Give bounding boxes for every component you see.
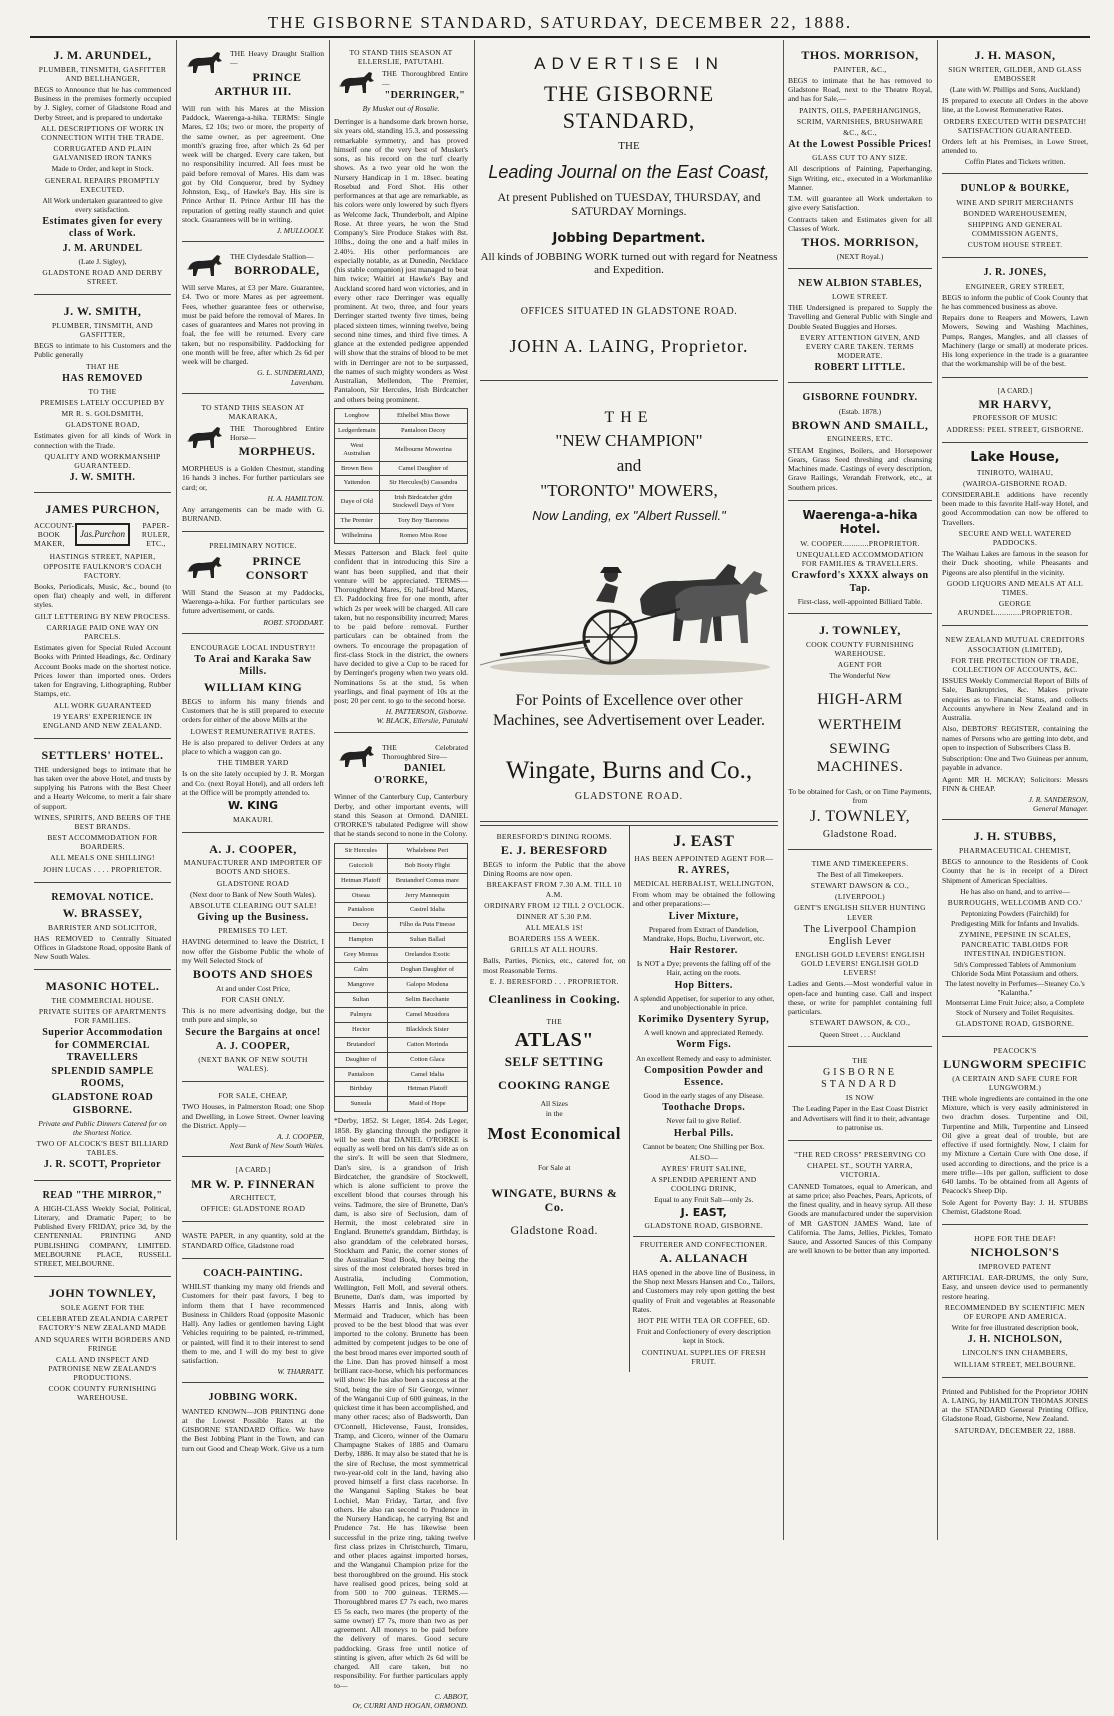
ad-mutual-creditors: NEW ZEALAND MUTUAL CREDITORS ASSOCIATION (LIMITED), FOR THE PROTECTION OF TRADE, COLLECTION OF ACCOUNTS, &C. ISSUES Weekly Commercial Report of Bills of Sale, Bankruptcies, &c. Makes private enquiries as to Financial Status, and collects Accounts anywhere in New Zealand and in Australia. Also, DEBTORS' REGISTER, containing the names of Persons who are getting into debt, and open to inspection of Subscribers Class B. Subscription: One and Two Guineas per annum, payable in advance. Agent: MR H. MCKAY; Solicitors: Messrs FINN & CHEAP. J. R. SANDERSON, General Manager. [942, 629, 1088, 820]
pedigree-row [335, 1097, 468, 1112]
ad-title: GISBORNE STANDARD [821, 1066, 899, 1091]
ad-gisborne-foundry: GISBORNE FOUNDRY. (Estab. 1878.) BROWN AND SMAILL, ENGINEERS, ETC. STEAM Engines, Boilers, and Horsepower Gears, Grass Seed threshing and cleansing Machines made. Castings of every description, Grave Railings, Verandah Fretwork, etc., at Southern prices. [788, 386, 932, 500]
pedigree-cell: Sunsula [335, 1097, 388, 1112]
pedigree-cell: Blacklock Sister [387, 1022, 467, 1037]
ad-mowers: THE "NEW CHAMPION" and "TORONTO" MOWERS, Now Landing, ex "Albert Russell." For Points of Excellence over other Machines, see Advertisement over Leader. Wingate, Burns and Co., GLADSTONE ROAD. [480, 384, 778, 822]
pedigree-cell: Doghan Daughter of [387, 963, 467, 978]
pedigree-cell: Galopo Modena [387, 978, 467, 993]
ad-waste-paper: WASTE PAPER, in any quantity, sold at the STANDARD Office, Gladstone road [182, 1225, 324, 1259]
ad-title: J. H. STUBBS, [973, 829, 1057, 844]
ad-title: J. EAST [673, 833, 735, 851]
ad-title: J. M. ARUNDEL, [53, 48, 152, 62]
pedigree-cell: Grey Momus [335, 948, 388, 963]
ad-prince-consort: PRELIMINARY NOTICE. PRINCE CONSORT Will Stand the Season at my Paddocks, Waerenga-a-hika. For further particulars see future advertisement, or cards. ROBT. STODDART. [182, 535, 324, 633]
ad-title: COACH-PAINTING. [203, 1267, 303, 1279]
ad-mirror: READ "THE MIRROR," A HIGH-CLASS Weekly Social, Political, Literary, and Dramatic Paper; to be Published Every FRIDAY, price 3d, by the CENTENNIAL PRINTING AND PUBLISHING COMPANY, LIMITED. MELBOURNE PLACE, RUSSELL STREET, MELBOURNE. [34, 1184, 171, 1278]
ad-daniel-ororke: THE Celebrated Thoroughbred Sire— DANIEL O'RORKE, Winner of the Canterbury Cup, Canterbury Derby, and other important events, will stand this Season at Ormond. DANIEL O'RORKE'S tabulated Pedigree will show that he stands second to none in the Colony. Sir Hercules Whalebone Peri Guiccioli Bob Booty Flight Hetman Platoff Brutandorf Comus mare Oiseau Jerry Mannequin Pantaloon Castrel Idalia Decoy Filho da Puta Finesse Hampton Sultan Ballad Grey Momus Orelandos Exotic Calm Doghan Daughter of Mangrove Galopo Modena Sultan Selim Bacchante Palmyra Camel Musidora Hector Blacklock Sister Brutandorf Catton Morinda Daughter of Cotton Glaca Pantaloon Camel Idalia Birthday Hetman Platoff Sunsula Maid of Hope *Derby, 1852. St Leger, 1854. 2ds Leger, 1858. By glancing through the pedigree it will be seen that DANIEL O'RORKE is equally as well bred on his dam's side as on the sire's. It will be seen that Sledmere, Dan's sire, is a grandson of Irish Birdcatcher, the grandsire of Stockwell, which is alone sufficient to prove the excellent blood that courses through his veins. Tadmore, the sire of Brunette, Dan's dam, is also sire of Seclusion, dam of Hermit, the most celebrated sire in England. Brunette's granddam, Birthday, is also granddam of the celebrated horses, Stockham and Panic, the corner stones of the Australian Stud Book, they being the sires of the most celebrated horses bred in Australia, including Commotion, Wellington, Fell Moll, and several others. Brunette, Dan's dam, was imported by Messrs Harris and Innis, along with Mermaid and Traducer, which has been proved to be the best blood that was ever imported to the colony. Brunette has been admitted by competent judges to be one of the best brood mares ever imported south of the Line. Dan has proved himself a most brilliant race-horse, which his performances will show: He has also been a success at the Stud, being the sire of Sir George, winner of the Wanganui Cup of 600 guineas, in the quickest time it has been accomplished, and many other races; also of Badsworth, Dan O'Connell, Hiclevense, Faust, Ironsides, Tramp, and Cicero, winner of the Oamaru Champagne Stakes of 1885 and Oamaru Derby, 1886. It may also be stated that he is the sire of Recluse, the most symmetrical two-year-old colt in the land, having also proved himself a first class racehorse. In the Wanganui Sapling Stakes he beat Lochiel, Man Friday, Tartar, and five others. He also ran second to Prudence in the Nursery Handicap, he carrying 8st and Prudence 7st. He has likewise been successful in the prize ring, taking twelve first class prizes in Christchurch, Timaru, and other places against imported horses, and the Wanganui Champion prize for the best thoroughbred on the ground. His stock have realised good prices, being sold at from 500 to 700 guineas. TERMS.—Thoroughbred mares £7 7s each, two mares £5 5s each, two mares (the property of the same owner) £7 7s, more than two as per agreement. All moneys to be paid before the delivery of mares. Good secure paddocking. Grass free until notice of stinting is given, after which 2s 6d will be charged. All care taken, but no responsibility. For further particulars apply to— C. ABBOT, Or, CURRI AND HOGAN, ORMOND. [334, 742, 468, 1710]
ad-title: BORRODALE, [234, 263, 320, 278]
masthead: THE GISBORNE STANDARD, SATURDAY, DECEMBER 22, 1888. [30, 10, 1090, 38]
ad-jobbing-work: JOBBING WORK. WANTED KNOWN—JOB PRINTING done at the Lowest Possible Rates at the GISBORNE STANDARD Office. We have the Best Jobbing Plant in the Town, and can turn out Good and Cheap Work. Give us a turn [182, 1392, 324, 1453]
pedigree-cell: Jerry Mannequin [387, 888, 467, 903]
pedigree-row [335, 858, 468, 873]
pedigree-cell: Catton Morinda [387, 1037, 467, 1052]
ad-purchon: JAMES PURCHON, ACCOUNT-BOOK MAKER, Jas.Purchon PAPER-RULER, ETC., HASTINGS STREET, NAPIER, OPPOSITE FAULKNOR'S COACH FACTORY. Books, Periodicals, Music, &c., bound (to open flat) cheaply and well, in different styles. GILT LETTERING BY NEW PROCESS. CARRIAGE PAID ONE WAY ON PARCELS. Estimates given for Special Ruled Account Books with Printed Headings, &c. Ordinary Account Books made on the shortest notice. Prices lower than imported ones. Orders taken for Engraving, Lithographing, Rubber Stamps, etc. ALL WORK GUARANTEED 19 YEARS' EXPERIENCE IN ENGLAND AND NEW ZEALAND. [34, 496, 171, 739]
ad-title: LUNGWORM SPECIFIC [943, 1056, 1087, 1071]
pedigree-cell: Irish Birdcatcher g'dre Stockwell Days of Yore [379, 491, 467, 514]
ad-title: PRINCE ARTHUR III. [214, 69, 302, 99]
column-2 [178, 40, 328, 1540]
column-4-lower [480, 825, 778, 1372]
pedigree-row [335, 1007, 468, 1022]
ad-east: J. EAST HAS BEEN APPOINTED AGENT FOR— R. AYRES, MEDICAL HERBALIST, WELLINGTON, From whom may be obtained the following and other preparations:— Liver Mixture, Prepared from Extract of Dandelion, Mandrake, Hops, Buchu, Liverwort, etc. Hair Restorer. Is NOT a Dye; prevents the falling off of the Hair, acting on the roots. Hop Bitters. A splendid Appetiser, for superior to any other, and unobjectionable in price. Korimiko Dysentery Syrup, A well known and appreciated Remedy. Worm Figs. An excellent Remedy and easy to administer. Composition Powder and Essence. Good in the early stages of any Disease. Toothache Drops. Never fail to give Relief. Herbal Pills. Cannot be beaten; One Shilling per Box. ALSO— AYRES' FRUIT SALINE, A SPLENDID APERIENT AND COOLING DRINK, Equal to any Fruit Salt—only 2s. J. EAST, GLADSTONE ROAD, GISBORNE. FRUITERER AND CONFECTIONER. A. ALLANACH HAS opened in the above line of Business, in the Shop next Messrs Hansen and Co., Tailors, and Customers may rely upon getting the best quality of Fruit and vegetables at Reasonable Rates. HOT PIE WITH TEA OR COFFEE, 6D. Fruit and Confectionery of every description kept in Stock. CONTINUAL SUPPLIES OF FRESH FRUIT. [632, 833, 775, 1366]
pedigree-cell: Hetman Platoff [387, 1082, 467, 1097]
pedigree-table [334, 843, 468, 1113]
pedigree-cell: Camel Daughter of [379, 461, 467, 476]
ad-masonic-hotel: MASONIC HOTEL. THE COMMERCIAL HOUSE. PRIVATE SUITES OF APARTMENTS FOR FAMILIES. Superior Accommodation for COMMERCIAL TRAVELLERS SPLENDID SAMPLE ROOMS, GLADSTONE ROAD GISBORNE. Private and Public Dinners Catered for on the Shortest Notice. TWO OF ALCOCK'S BEST BILLIARD TABLES. J. R. SCOTT, Proprietor [34, 973, 171, 1180]
ad-title: J. R. JONES, [983, 267, 1047, 279]
pedigree-cell: Cotton Glaca [387, 1052, 467, 1067]
pedigree-cell: Brutandorf Comus mare [387, 873, 467, 888]
ad-mason: J. H. MASON, SIGN WRITER, GILDER, AND GLASS EMBOSSER (Late with W. Phillips and Sons, Auckland) IS prepared to execute all Orders in the above line, at the Lowest Remunerative Rates. ORDERS EXECUTED WITH DESPATCH! SATISFACTION GUARANTEED. Orders left at his Premises, in Lowe Street, attended to. Coffin Plates and Tickets written. [942, 42, 1088, 174]
ad-title: SETTLERS' HOTEL. [41, 747, 164, 762]
ad-title: THOS. MORRISON, [801, 48, 919, 62]
ad-jones: J. R. JONES, ENGINEER, GREY STREET, BEGS to inform the public of Cook County that he has commenced business as above. Repairs done to Reapers and Mowers, Lawn Mowers, Sewing and Washing Machines, Pumps, Ranges, Mangles, and all classes of Machinery (large or small) at moderate prices. His long experience in the trade is a guarantee that the workmanship will be of the best. [942, 261, 1088, 377]
pedigree-row [335, 843, 468, 858]
ad-dunlop-bourke: DUNLOP & BOURKE, WINE AND SPIRIT MERCHANTS BONDED WAREHOUSEMEN, SHIPPING AND GENERAL COMMISSION AGENTS, CUSTOM HOUSE STREET. [942, 177, 1088, 258]
column-1 [30, 40, 175, 1540]
pedigree-cell: The Premier [335, 514, 380, 529]
pedigree-cell: Pantaloon [335, 903, 388, 918]
ad-title: WILLIAM KING [203, 680, 303, 695]
pedigree-cell: Melbourne Mowerina [379, 438, 467, 461]
pedigree-row [335, 1082, 468, 1097]
ad-finneran: [A CARD.] MR W. P. FINNERAN ARCHITECT, OFFICE: GLADSTONE ROAD [182, 1160, 324, 1222]
column-6 [938, 40, 1092, 1540]
pedigree-cell: Sultan Ballad [387, 933, 467, 948]
pedigree-row [335, 1067, 468, 1082]
pedigree-row [335, 476, 468, 491]
ad-advertise-in-standard: ADVERTISE IN THE GISBORNE STANDARD, THE Leading Journal on the East Coast, At present Published on TUESDAY, THURSDAY, and SATURDAY Mornings. Jobbing Department. All kinds of JOBBING WORK turned out with regard for Neatness and Expedition. OFFICES SITUATED IN GLADSTONE ROAD. JOHN A. LAING, Proprietor. [480, 42, 778, 381]
ad-title: PRINCE CONSORT [245, 553, 309, 583]
ad-waerenga-hotel: Waerenga-a-hika Hotel. W. COOPER............PROPRIETOR. UNEQUALLED ACCOMMODATION FOR FAMILIES & TRAVELLERS. Crawford's XXXX always on Tap. First-class, well-appointed Billiard Table. [788, 504, 932, 614]
pedigree-cell: Selim Bacchante [387, 992, 467, 1007]
ad-stewart-dawson: TIME AND TIMEKEEPERS. The Best of all Timekeepers. STEWART DAWSON & CO., (LIVERPOOL) GENT'S ENGLISH SILVER HUNTING LEVER The Liverpool Champion English Lever ENGLISH GOLD LEVERS! ENGLISH GOLD LEVERS! ENGLISH GOLD LEVERS! Ladies and Gents.—Most wonderful value in open-face and hunting case. Call and inspect these, or write for pamphlet containing full particulars. STEWART DAWSON, & CO., Queen Street . . . Auckland [788, 853, 932, 1047]
ad-for-sale: FOR SALE, CHEAP, TWO Houses, in Palmerston Road; one Shop and Dwelling, in Lowe Street. Owner leaving the District. Apply— A. J. COOPER, Next Bank of New South Wales. [182, 1085, 324, 1157]
pedigree-row [335, 514, 468, 529]
ad-townley-carpets: JOHN TOWNLEY, SOLE AGENT FOR THE CELEBRATED ZEALANDIA CARPET FACTORY'S NEW ZEALAND MADE AND SQUARES WITH BORDERS AND FRINGE CALL AND INSPECT AND PATRONISE NEW ZEALAND'S PRODUCTIONS. COOK COUNTY FURNISHING WAREHOUSE. [34, 1286, 171, 1403]
pedigree-row [335, 408, 468, 423]
ad-brassey: REMOVAL NOTICE. W. BRASSEY, BARRISTER AND SOLICITOR, HAS REMOVED to Centrally Situated Offices in Gladstone Road, opposite Bank of New South Wales. [34, 886, 171, 971]
pedigree-cell: Birthday [335, 1082, 388, 1097]
ad-title: GISBORNE FOUNDRY. [802, 392, 918, 404]
column-rule [176, 40, 177, 1540]
ad-title: Waerenga-a-hika Hotel. [802, 507, 918, 537]
pedigree-row [335, 529, 468, 544]
pedigree-cell: Brutandorf [335, 1037, 388, 1052]
pedigree-cell: Daughter of [335, 1052, 388, 1067]
ad-title: "NEW CHAMPION" [555, 431, 703, 451]
ad-title: Lake House, [970, 449, 1060, 465]
pedigree-cell: West Australian [335, 438, 380, 461]
pedigree-row [335, 992, 468, 1007]
ad-lake-house: Lake House, TINIROTO, WAIHAU, (WAIROA-GISBORNE ROAD. CONSIDERABLE additions have recently been made to this favorite Half-way Hotel, and good Accommodation can now be offered to Travellers. SECURE AND WELL WATERED PADDOCKS. The Waihau Lakes are famous in the season for their Duck shooting, while Pheasants and Pigeons are also plentiful in the vicinity. GOOD LIQUORS AND MEALS AT ALL TIMES. GEORGE ARUNDEL............PROPRIETOR. [942, 446, 1088, 627]
ad-william-king: ENCOURAGE LOCAL INDUSTRY!! To Arai and Karaka Saw Mills. WILLIAM KING BEGS to inform his many friends and Customers that he is still prepared to execute orders for either of the above Mills at the LOWEST REMUNERATIVE RATES. He is also prepared to deliver Orders at any place to which a waggon can go. THE TIMBER YARD Is on the site lately occupied by J. R. Morgan and Co. (next Royal Hotel), and all orders left at the Office will be promptly attended to. W. KING MAKAURI. [182, 637, 324, 833]
ad-red-cross: "THE RED CROSS" PRESERVING CO CHAPEL ST., SOUTH YARRA, VICTORIA. CANNED Tomatoes, equal to American, and at same price; also Peaches, Pears, Apricots, of the finest quality, and in heavy syrup. All these Goods are manufactured under the supervision of MR GASTON JAMES Wand, late of California. The Jams, Jellies, Pickles, Tomato Sauce, and Assorted Sauces of this Company are well known to be better than any imported. [788, 1150, 932, 1256]
pedigree-cell: Longbow [335, 408, 380, 423]
ad-title: READ "THE MIRROR," [42, 1189, 163, 1201]
pedigree-cell: Guiccioli [335, 858, 388, 873]
ad-title: J. H. MASON, [974, 48, 1056, 62]
pedigree-cell: Pantaloon [335, 1067, 388, 1082]
ad-coach-painting: COACH-PAINTING. WHILST thanking my many old friends and Customers for their past favors, I beg to inform them that I have recommenced Business in Childers Road (opposite Masonic Hall). Any ladies or gentlemen having Light Vehicles requiring to be painted, re-trimmed, or painted, will find it to their interest to send them to me, and I will do my best to give satisfaction. W. THARRATT. [182, 1262, 324, 1384]
pedigree-row [335, 423, 468, 438]
ad-morrison: THOS. MORRISON, PAINTER, &C., BEGS to intimate that he has removed to Gladstone Road, next to the Theatre Royal, and has for Sale,— PAINTS, OILS, PAPERHANGINGS, SCRIM, VARNISHES, BRUSHWARE &C., &C., At the Lowest Possible Prices! GLASS CUT TO ANY SIZE. All descriptions of Painting, Paperhanging, Sign Writing, etc., executed in a Workmanlike Manner. T.M. will guarantee all Work undertaken to give every Satisfaction. Contracts taken and Estimates given for all Classes of Work. THOS. MORRISON, (NEXT Royal.) [788, 42, 932, 269]
pedigree-cell: Camel Musidora [387, 1007, 467, 1022]
pedigree-row [335, 888, 468, 903]
pedigree-cell: Daye of Old [335, 491, 380, 514]
ad-title: JAMES PURCHON, [45, 502, 160, 517]
pedigree-row [335, 903, 468, 918]
horse-icon [334, 69, 378, 95]
ad-arundel: J. M. ARUNDEL, PLUMBER, TINSMITH, GASFITTER AND BELLHANGER, BEGS to Announce that he has commenced Business in the premises formerly occupied by J. Sigley, corner of Gladstone Road and Derby Street, and is prepared to undertake ALL DESCRIPTIONS OF WORK IN CONNECTION WITH THE TRADE. CORRUGATED AND PLAIN GALVANISED IRON TANKS Made to Order, and kept in Stock. GENERAL REPAIRS PROMPTLY EXECUTED. All Work undertaken guaranteed to give every satisfaction. Estimates given for every class of Work. J. M. ARUNDEL (Late J. Sigley), GLADSTONE ROAD AND DERBY STREET. [34, 42, 171, 295]
pedigree-cell: Mangrove [335, 978, 388, 993]
ad-title: MR W. P. FINNERAN [191, 1176, 315, 1191]
ad-harvy: [A CARD.] MR HARVY, PROFESSOR OF MUSIC ADDRESS: PEEL STREET, GISBORNE. [942, 381, 1088, 443]
ad-title: J. W. SMITH, [63, 304, 142, 319]
ad-title: "THE RED CROSS" PRESERVING CO [794, 1150, 926, 1160]
ad-prince-arthur: THE Heavy Draught Stallion— PRINCE ARTHUR III. Will run with his Mares at the Mission Paddock, Waerenga-a-hika. TERMS: Single Mares, £2 10s; two or more, the property of the same owner, as per agreement. One month's grazing free, after which 2s 6d per week will be charged. Every care taken, but no responsibility incurred. All fees must be paid before removal of Mares. His dam was got by Old Conqueror, bred by Sydney Johnston, Esq., of Hawke's Bay. His sire is Prince Arthur II. Prince Arthur III has the reputation of getting really staunch and quiet stock. Guarantees will be in writing. J. MULLOOLY. [182, 42, 324, 242]
pedigree-row [335, 461, 468, 476]
pedigree-cell: Ethelbel Miss Bowe [379, 408, 467, 423]
ad-title: E. J. BERESFORD [500, 843, 608, 858]
pedigree-cell: Romeo Miss Rose [379, 529, 467, 544]
pedigree-cell: Hampton [335, 933, 388, 948]
pedigree-cell: Castrel Idalia [387, 903, 467, 918]
ad-stubbs: J. H. STUBBS, PHARMACEUTICAL CHEMIST, BEGS to announce to the Residents of Cook County that he is in receipt of a Direct Shipment of American Specialties. He has also on hand, and to arrive— BURROUGHS, WELLCOMB AND CO.' Peptonizing Powders (Fairchild) for Predigesting Milk for Infants and Invalids. ZYMINE, PEPSINE IN SCALES, PANCREATIC TABLOIDS FOR INTESTINAL INDIGESTION. 5th's Compressed Tablets of Ammonium Chloride Soda Mint Potassium and others. The latest novelty in Perfumes—Steaney Co.'s "Kalantha." Montserrat Lime Fruit Juice; also, a Complete Stock of Nursery and Toilet Requisites. GLADSTONE ROAD, GISBORNE. [942, 823, 1088, 1036]
pedigree-cell: Orelandos Exotic [387, 948, 467, 963]
pedigree-cell: Oiseau [335, 888, 388, 903]
purchon-logo: Jas.Purchon [75, 523, 130, 546]
ad-title: MORPHEUS. [238, 444, 316, 459]
ad-title: NICHOLSON'S [970, 1245, 1060, 1260]
imprint: Printed and Published for the Proprietor JOHN A. LAING, by HAMILTON THOMAS JONES at the STANDARD General Printing Office, Gladstone Road, Gisborne, New Zealand. SATURDAY, DECEMBER 22, 1888. [942, 1386, 1088, 1435]
ad-cooper: A. J. COOPER, MANUFACTURER AND IMPORTER OF BOOTS AND SHOES. GLADSTONE ROAD (Next door to Bank of New South Wales). ABSOLUTE CLEARING OUT SALE! Giving up the Business. PREMISES TO LET. HAVING determined to leave the District, I now offer the Gisborne Public the whole of my Well Selected Stock of BOOTS AND SHOES At and under Cost Price, FOR CASH ONLY. This is no mere advertising dodge, but the truth pure and simple, so Secure the Bargains at once! A. J. COOPER, (NEXT BANK OF NEW SOUTH WALES). [182, 836, 324, 1082]
ad-albion-stables: NEW ALBION STABLES, LOWE STREET. THE Undersigned is prepared to Supply the Travelling and General Public with Single and Double Seated Buggies and Horses. EVERY ATTENTION GIVEN, AND EVERY CARE TAKEN. TERMS MODERATE. ROBERT LITTLE. [788, 272, 932, 384]
horse-icon [182, 252, 226, 278]
pedigree-cell: Camel Idalia [387, 1067, 467, 1082]
ad-title: MR HARVY, [978, 396, 1052, 411]
ad-title: "DERRINGER," [384, 89, 466, 101]
pedigree-row [335, 438, 468, 461]
pedigree-row [335, 491, 468, 514]
pedigree-cell: Hector [335, 1022, 388, 1037]
column-5 [784, 40, 936, 1540]
pedigree-cell: Bob Booty Flight [387, 858, 467, 873]
column-3 [330, 40, 472, 1710]
pedigree-cell: Wilhelmina [335, 529, 380, 544]
pedigree-row [335, 918, 468, 933]
ad-title: NEW ZEALAND MUTUAL CREDITORS ASSOCIATION (LIMITED), [945, 635, 1085, 654]
pedigree-cell: Sir Hercules(b) Cassandra [379, 476, 467, 491]
ad-title: W. BRASSEY, [62, 905, 143, 920]
ad-morpheus: TO STAND THIS SEASON AT MAKARAKA, THE Thoroughbred Entire Horse— MORPHEUS. MORPHEUS is a Golden Chestnut, standing 16 hands 3 inches. For further particulars see card; or, H. A. HAMILTON. Any arrangements can be made with G. BURNAND. [182, 397, 324, 533]
ad-title: MASONIC HOTEL. [45, 979, 160, 994]
pedigree-cell: Decoy [335, 918, 388, 933]
pedigree-cell: Sultan [335, 992, 388, 1007]
pedigree-cell: Maid of Hope [387, 1097, 467, 1112]
ad-title: DUNLOP & BOURKE, [960, 183, 1070, 195]
ad-nicholson: HOPE FOR THE DEAF! NICHOLSON'S IMPROVED PATENT ARTIFICIAL EAR-DRUMS, the only Sure, Easy, and unseen device used to permanently restore hearing. RECOMMENDED BY SCIENTIFIC MEN OF EUROPE AND AMERICA. Write for free illustrated description book, J. H. NICHOLSON, LINCOLN'S INN CHAMBERS, WILLIAM STREET, MELBOURNE. [942, 1228, 1088, 1378]
pedigree-cell: Ledgerdemain [335, 423, 380, 438]
pedigree-row [335, 933, 468, 948]
mower-illustration [480, 529, 780, 679]
horse-icon [182, 424, 226, 450]
ad-title: NEW ALBION STABLES, [798, 277, 922, 289]
pedigree-cell: Filho da Puta Finesse [387, 918, 467, 933]
pedigree-cell: Pantaloon Decoy [379, 423, 467, 438]
pedigree-cell: Yattendon [335, 476, 380, 491]
ad-townley-sewing: J. TOWNLEY, COOK COUNTY FURNISHING WAREHOUSE. AGENT FOR The Wonderful New HIGH-ARM WERTHEIM SEWING MACHINES. To be obtained for Cash, or on Time Payments, from J. TOWNLEY, Gladstone Road. [788, 617, 932, 850]
column-4 [476, 40, 782, 1540]
pedigree-table [334, 408, 468, 544]
ad-borrodale: THE Clydesdale Stallion— BORRODALE, Will serve Mares, at £3 per Mare. Guarantee, £4. Two or more Mares as per agreement. Fees, whether guarantee fees or otherwise, must be paid before the removal of Mares. In cases of guarantees and Mares not proving in foal, the fee will be returned. Every care taken, but no responsibility. Paddocking for one month will be free, after which 2s 6d per week will be charged. G. L. SUNDERLAND, Lavenham. [182, 245, 324, 394]
column-rule [474, 40, 475, 1540]
pedigree-row [335, 978, 468, 993]
horse-icon [334, 743, 378, 769]
pedigree-cell: Calm [335, 963, 388, 978]
pedigree-row [335, 1037, 468, 1052]
ad-beresford: BERESFORD'S DINING ROOMS. E. J. BERESFORD BEGS to inform the Public that the above Dining Rooms are now open. BREAKFAST FROM 7.30 A.M. TILL 10 A.M. ORDINARY FROM 12 TILL 2 O'CLOCK. DINNER AT 5.30 P.M. ALL MEALS 1S! BOARDERS 15S A WEEK. GRILLS AT ALL HOURS. Balls, Parties, Picnics, etc., catered for, on most Reasonable Terms. E. J. BERESFORD . . . PROPRIETOR. Cleanliness in Cooking. THE ATLAS" SELF SETTING COOKING RANGE All Sizes in the Most Economical For Sale at WINGATE, BURNS & Co. Gladstone Road. [480, 826, 630, 1372]
horse-icon [182, 49, 226, 75]
ad-smith: J. W. SMITH, PLUMBER, TINSMITH, AND GASFITTER, BEGS to intimate to his Customers and the Public generally THAT HE HAS REMOVED TO THE PREMISES LATELY OCCUPIED BY MR R. S. GOLDSMITH, GLADSTONE ROAD, Estimates given for all kinds of Work in connection with the Trade. QUALITY AND WORKMANSHIP GUARANTEED. J. W. SMITH. [34, 298, 171, 493]
pedigree-cell: Whalebone Peri [387, 843, 467, 858]
ad-title: J. TOWNLEY, [819, 623, 901, 637]
pedigree-cell: Palmyra [335, 1007, 388, 1022]
ad-lungworm: PEACOCK'S LUNGWORM SPECIFIC (A CERTAIN AND SAFE CURE FOR LUNGWORM.) THE whole ingredients are contained in the one Mixture, which is very easily administered in two drachm doses. Turpentine and Oil, Turpentine and Milk, Turpentine and Linseed Oil give a great deal of trouble, but are effective if used fortnightly. Now, I claim for my Mixture a Certain Cure with One dose, if used according to directions, and the price is a mere trifle—10s per gallon, sufficient to dose 640 lambs. To be obtained from all Agents of Peacock's Sheep Dip. Sole Agent for Poverty Bay: J. H. STUBBS Chemist, Gladstone Road. [942, 1040, 1088, 1225]
ad-settlers-hotel: SETTLERS' HOTEL. THE undersigned begs to intimate that he has taken over the above Hotel, and trusts by supplying his Patrons with the Best Cheer and a Hearty Welcome, to merit a fair share of support. WINES, SPIRITS, AND BEERS OF THE BEST BRANDS. BEST ACCOMMODATION FOR BOARDERS. ALL MEALS ONE SHILLING! JOHN LUCAS . . . . PROPRIETOR. [34, 742, 171, 883]
ad-derringer: TO STAND THIS SEASON AT ELLERSLIE, PATUTAHI. THE Thoroughbred Entire— "DERRINGER," By Musket out of Rosalie. Derringer is a handsome dark brown horse, six years old, standing 15.3, and possessing remarkable symmetry, and has proved himself one of the very best of Musket's sons, as his record on the turf clearly shows. As a two year old he won the Nursery Handicap in 1 m. 18sec. beating Rosebud and Ford Shot. His other performances at that age are remarkable, as his colors were only lowered by such flyers as Welcome Jack, Thunderbolt, and Alpine Rose. At three years, he won the Stud Company's Sire Produce Stakes with 8st. 10lbs., doing the one and a half miles in 2.40½. His other performances are especially notable, as at Dunedin, Necklace (his stable companion) just managed to beat him twice; Waitiri at Hawke's Bay and Auckland scored hard won victories, and in every other race Derringer was equally prominent. At two, three, and four years Derringer started twenty five times, being placed sixteen times, winning twelve, being second nine times, and third five times. A glance at the extended pedigree appended will show that the strains of blood to be met with in Derringer are not to be surpassed, the names of such mighty wonders as West Australian, Mellendon, The Premier, Pantaloon, Sir Hercules, Irish Birdcatcher and others being prominent. Longbow Ethelbel Miss Bowe Ledgerdemain Pantaloon Decoy West Australian Melbourne Mowerina Brown Bess Camel Daughter of Yattendon Sir Hercules(b) Cassandra Daye of Old Irish Birdcatcher g'dre Stockwell Days of Yore The Premier Tory Boy 'Baroness Wilhelmina Romeo Miss Rose Messrs Patterson and Black feel quite confident that in introducing this Sire a want has been supplied, and that their venture will be appreciated. TERMS—Thoroughbred Mares, £6; half-bred Mares, £3. Paddocking free for one month, after which 2s per week will be charged. All care taken, but no responsibility incurred; Mares to be paid before removal. Further particulars can be obtained from the owners. To encourage the propagation of first-class Stock in the district, the owners have decided to give a Cup to be raced for by Derringer's progeny when two years old. Nominations 5s at the stud, 5s when yearlings, and final payment of 10s at the post; 20 per cent. to go to the second horse. H. PATTERSON, Gisborne. W. BLACK, Ellerslie, Patutahi [334, 42, 468, 733]
pedigree-cell: Hetman Platoff [335, 873, 388, 888]
ad-title: THE GISBORNE STANDARD, [543, 80, 715, 133]
pedigree-row [335, 873, 468, 888]
pedigree-row [335, 1022, 468, 1037]
ad-standard: THE GISBORNE STANDARD IS NOW The Leading Paper in the East Coast District and Advertisers will find it to their, advantage to patronise us. [788, 1050, 932, 1141]
pedigree-row [335, 948, 468, 963]
pedigree-cell: Tory Boy 'Baroness [379, 514, 467, 529]
horse-icon [182, 554, 226, 580]
ad-title: JOBBING WORK. [208, 1392, 298, 1404]
pedigree-cell: Brown Bess [335, 461, 380, 476]
ad-title: A. J. COOPER, [209, 841, 297, 856]
ad-title: JOHN TOWNLEY, [49, 1286, 156, 1301]
pedigree-cell: Sir Hercules [335, 843, 388, 858]
pedigree-row [335, 1052, 468, 1067]
pedigree-row [335, 963, 468, 978]
ad-title: DANIEL O'RORKE, [374, 763, 446, 787]
